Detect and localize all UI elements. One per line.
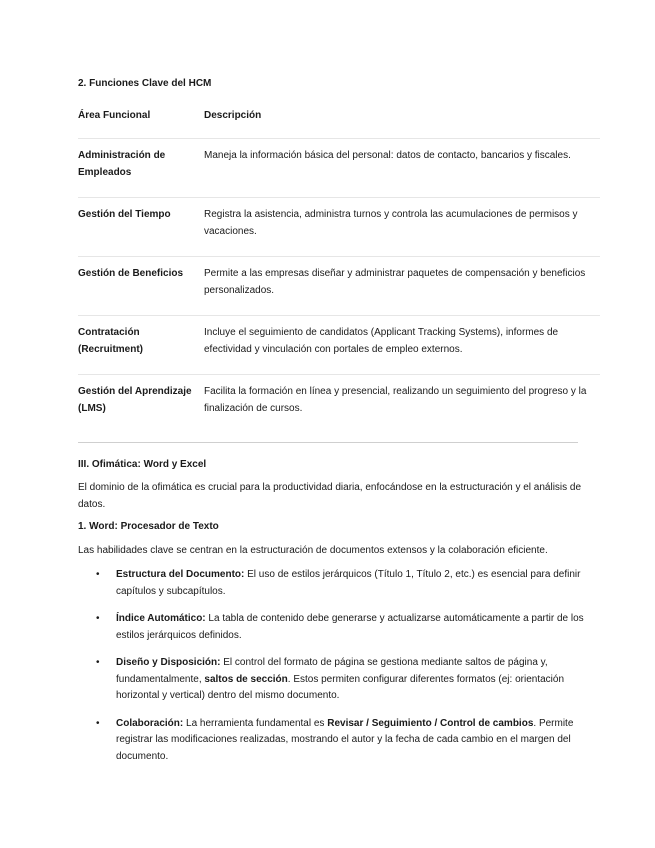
section-heading-office: III. Ofimática: Word y Excel <box>78 459 207 470</box>
cell-area: Gestión del Tiempo <box>78 209 171 220</box>
item-label: Índice Automático: <box>116 613 206 624</box>
bullet-icon: • <box>96 613 100 624</box>
table-row <box>78 315 600 374</box>
cell-description: Incluye el seguimiento de candidatos (Applicant Tracking Systems), informes de efectividad y vinculación con portales de empleo externos. <box>204 327 559 355</box>
cell-area: Gestión del Aprendizaje (LMS) <box>78 386 192 414</box>
cell-area: Administración de Empleados <box>78 150 166 178</box>
cell-area: Contratación (Recruitment) <box>78 327 144 355</box>
item-label: Estructura del Documento: <box>116 569 245 580</box>
cell-description: Maneja la información básica del personal: datos de contacto, bancarios y fiscales. <box>204 150 571 161</box>
header-description: Descripción <box>204 110 262 121</box>
item-text: La tabla de contenido debe generarse y actualizarse automáticamente a partir de los estilos jerárquicos definidos. <box>116 613 584 641</box>
item-text: El control del formato de página se gestiona mediante saltos de página y, fundamentalmente, <box>116 657 548 685</box>
office-intro-paragraph: El dominio de la ofimática es crucial para la productividad diaria, enfocándose en la estructuración y el análisis de datos. <box>78 482 582 510</box>
item-emphasis: saltos de sección <box>204 673 288 685</box>
cell-description: Permite a las empresas diseñar y administrar paquetes de compensación y beneficios personalizados. <box>204 268 586 296</box>
bullet-icon: • <box>96 569 100 580</box>
list-item <box>78 611 598 644</box>
horizontal-divider <box>78 442 578 443</box>
table-header <box>78 104 600 138</box>
table-row <box>78 374 600 433</box>
table-row <box>78 197 600 256</box>
section-heading-hcm-functions: 2. Funciones Clave del HCM <box>78 78 212 89</box>
list-item <box>78 655 598 705</box>
subsection-heading-word: 1. Word: Procesador de Texto <box>78 521 219 532</box>
list-item <box>78 567 598 600</box>
header-area: Área Funcional <box>78 110 151 121</box>
item-label: Colaboración: <box>116 717 184 729</box>
item-text: . Permite registrar las modificaciones realizadas, mostrando el autor y la fecha de cada cambio en el margen del documento. <box>116 717 574 762</box>
table-row <box>78 138 600 197</box>
item-text: . Estos permiten configurar diferentes formatos (ej: orientación horizontal y vertical) dentro del mismo documento. <box>116 673 565 701</box>
cell-description: Registra la asistencia, administra turnos y controla las acumulaciones de permisos y vacaciones. <box>204 209 578 237</box>
item-label: Diseño y Disposición: <box>116 657 221 668</box>
word-intro-paragraph: Las habilidades clave se centran en la estructuración de documentos extensos y la colaboración eficiente. <box>78 545 548 556</box>
bullet-icon: • <box>96 717 100 729</box>
bullet-icon: • <box>96 657 100 668</box>
item-text: El uso de estilos jerárquicos (Título 1, Título 2, etc.) es esencial para definir capítulos y subcapítulos. <box>116 569 581 597</box>
cell-description: Facilita la formación en línea y presencial, realizando un seguimiento del progreso y la finalización de cursos. <box>204 386 587 414</box>
item-text: La herramienta fundamental es <box>183 717 328 729</box>
list-item <box>78 716 598 766</box>
cell-area: Gestión de Beneficios <box>78 268 184 279</box>
word-skills-list <box>78 567 598 776</box>
table-row <box>78 256 600 315</box>
functions-table <box>78 104 600 433</box>
item-emphasis: Revisar / Seguimiento / Control de cambios <box>327 717 534 729</box>
